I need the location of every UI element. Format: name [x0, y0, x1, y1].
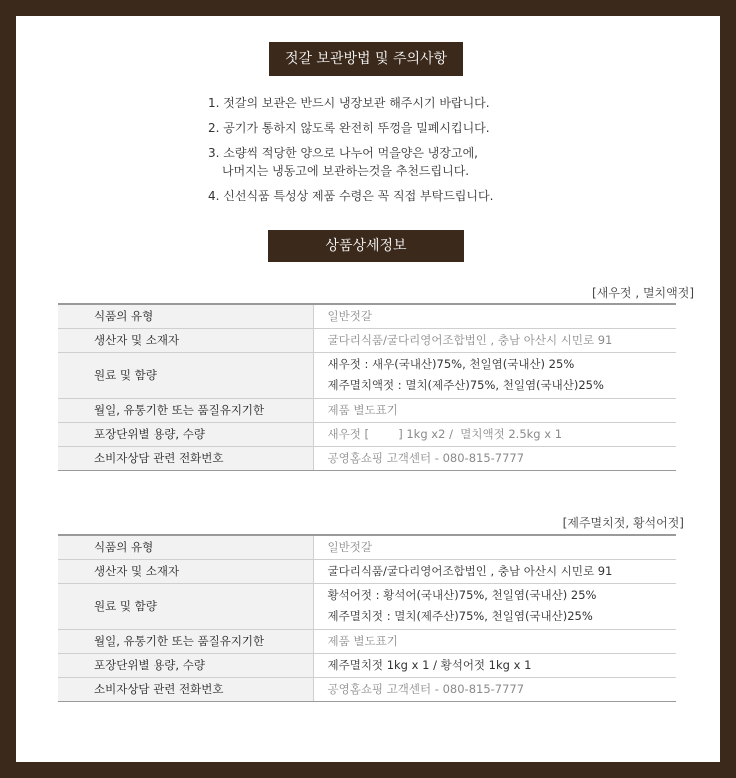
- row-label: 월일, 유통기한 또는 품질유지기한: [58, 398, 313, 422]
- table-row: [58, 629, 676, 653]
- table-row: [58, 422, 676, 446]
- row-value: [313, 583, 676, 629]
- table-row: [58, 535, 676, 559]
- table-row: [58, 398, 676, 422]
- row-label: 월일, 유통기한 또는 품질유지기한: [58, 629, 313, 653]
- row-value: 굴다리식품/굴다리영어조합법인 , 충남 아산시 시민로 91: [313, 328, 676, 352]
- table-row: [58, 328, 676, 352]
- storage-notes: [208, 94, 628, 205]
- table-row: [58, 304, 676, 328]
- row-value: [313, 352, 676, 398]
- row-label: 생산자 및 소재자: [58, 559, 313, 583]
- row-value: 일반젓갈: [313, 304, 676, 328]
- note-4: 4. 신선식품 특성상 제품 수령은 꼭 직접 부탁드립니다.: [208, 189, 494, 203]
- table-row: [58, 653, 676, 677]
- table-row: [58, 352, 676, 398]
- product-group-tag-2: [제주멸치젓, 황석어젓]: [562, 516, 684, 530]
- row-value: 공영홈쇼핑 고객센터 - 080-815-7777: [313, 446, 676, 470]
- note-1: 1. 젓갈의 보관은 반드시 냉장보관 해주시기 바랍니다.: [208, 96, 490, 110]
- row-label: 생산자 및 소재자: [58, 328, 313, 352]
- table-row: [58, 677, 676, 701]
- product-detail-banner: 상품상세정보: [268, 230, 464, 262]
- row-label: 포장단위별 용량, 수량: [58, 653, 313, 677]
- row-value: 제주멸치젓 1kg x 1 / 황석어젓 1kg x 1: [313, 653, 676, 677]
- row-value: 굴다리식품/굴다리영어조합법인 , 충남 아산시 시민로 91: [313, 559, 676, 583]
- row-value: 제품 별도표기: [313, 398, 676, 422]
- ingredient-line: 제주멸치액젓 : 멸치(제주산)75%, 천일염(국내산)25%: [327, 378, 604, 392]
- row-label: 원료 및 함량: [58, 352, 313, 398]
- row-value: 공영홈쇼핑 고객센터 - 080-815-7777: [313, 677, 676, 701]
- ingredient-line: 새우젓 : 새우(국내산)75%, 천일염(국내산) 25%: [327, 357, 575, 371]
- row-label: 소비자상담 관련 전화번호: [58, 446, 313, 470]
- product-info-table-1: [58, 303, 676, 471]
- table-row: [58, 446, 676, 470]
- content-panel: [16, 16, 720, 762]
- storage-notice-banner: 젓갈 보관방법 및 주의사항: [269, 42, 463, 76]
- ingredient-line: 황석어젓 : 황석어(국내산)75%, 천일염(국내산) 25%: [327, 588, 597, 602]
- product-info-table-2: [58, 534, 676, 702]
- table-row: [58, 583, 676, 629]
- row-value: 새우젓 [ ] 1kg x2 / 멸치액젓 2.5kg x 1: [313, 422, 676, 446]
- row-value: 제품 별도표기: [313, 629, 676, 653]
- ingredient-line: 제주멸치젓 : 멸치(제주산)75%, 천일염(국내산)25%: [327, 609, 593, 623]
- row-label: 포장단위별 용량, 수량: [58, 422, 313, 446]
- row-label: 원료 및 함량: [58, 583, 313, 629]
- note-3-continued: 나머지는 냉동고에 보관하는것을 추천드립니다.: [222, 164, 470, 178]
- product-group-tag-1: [새우젓 , 멸치액젓]: [592, 286, 694, 300]
- table-row: [58, 559, 676, 583]
- row-label: 식품의 유형: [58, 304, 313, 328]
- row-label: 소비자상담 관련 전화번호: [58, 677, 313, 701]
- note-2: 2. 공기가 통하지 않도록 완전히 뚜껑을 밀폐시킵니다.: [208, 121, 490, 135]
- row-value: 일반젓갈: [313, 535, 676, 559]
- row-label: 식품의 유형: [58, 535, 313, 559]
- note-3: 3. 소량씩 적당한 양으로 나누어 먹을양은 냉장고에,: [208, 146, 478, 160]
